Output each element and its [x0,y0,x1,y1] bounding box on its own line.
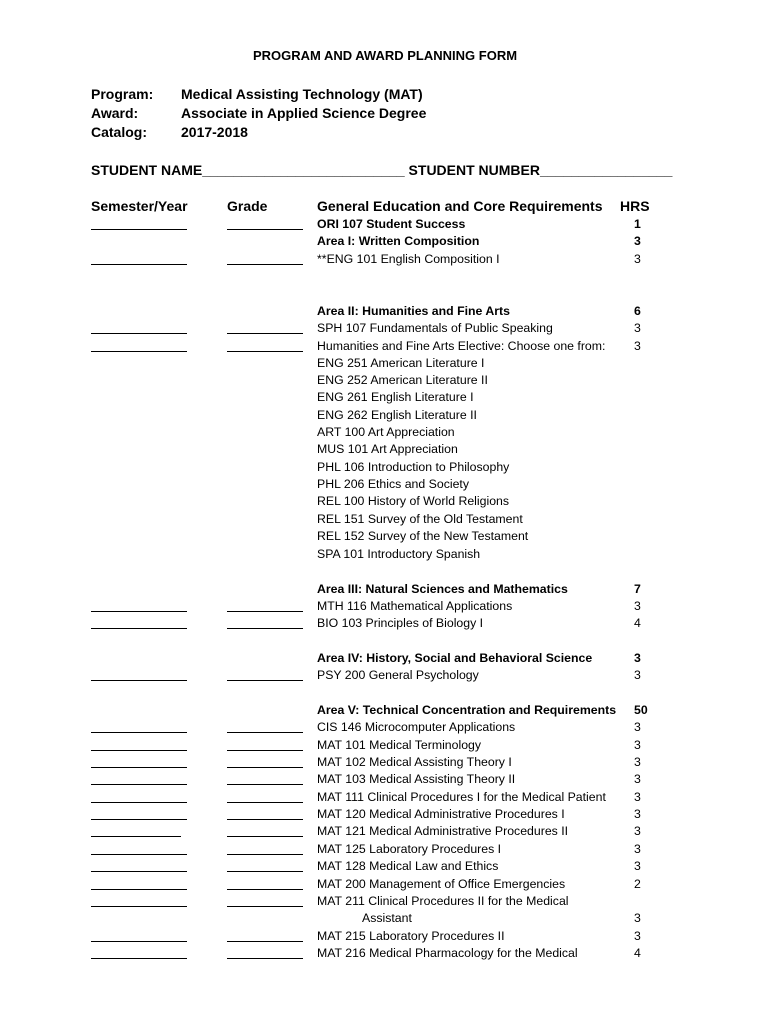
course-name: SPA 101 Introductory Spanish [317,547,481,561]
course-name: ENG 261 English Literature I [317,390,474,404]
semester-year-blank[interactable] [91,611,187,612]
course-name: MAT 216 Medical Pharmacology for the Medical [317,946,578,960]
catalog-value: 2017-2018 [181,124,248,140]
requirement-row [0,928,770,945]
course-name: MAT 120 Medical Administrative Procedures I [317,807,565,821]
course-name: Humanities and Fine Arts Elective: Choose one from: [317,339,606,353]
requirement-row [0,719,770,736]
course-name: MAT 102 Medical Assisting Theory I [317,755,512,769]
grade-blank[interactable] [227,958,303,959]
requirement-row [0,546,770,563]
requirement-row [0,876,770,893]
requirement-row [0,407,770,424]
requirement-row [0,806,770,823]
course-hours: 4 [634,946,641,960]
course-name: Area III: Natural Sciences and Mathematics [317,582,568,596]
course-hours: 3 [634,772,641,786]
grade-blank[interactable] [227,889,303,890]
course-hours: 3 [634,807,641,821]
semester-year-blank[interactable] [91,333,187,334]
requirement-row [0,338,770,355]
course-name: CIS 146 Microcomputer Applications [317,720,516,734]
course-name: PHL 106 Introduction to Philosophy [317,460,510,474]
course-name: MAT 200 Management of Office Emergencies [317,877,566,891]
award-value: Associate in Applied Science Degree [181,105,427,121]
requirement-row [0,320,770,337]
grade-blank[interactable] [227,854,303,855]
course-hours: 3 [634,234,641,248]
course-name: MAT 111 Clinical Procedures I for the Medical Patient [317,790,606,804]
requirement-row [0,389,770,406]
grade-blank[interactable] [227,351,303,352]
program-value: Medical Assisting Technology (MAT) [181,86,423,102]
requirement-row [0,858,770,875]
course-name: SPH 107 Fundamentals of Public Speaking [317,321,553,335]
program-label: Program: [91,86,154,102]
requirement-row [0,528,770,545]
course-hours: 7 [634,582,641,596]
course-hours: 3 [634,599,641,613]
requirement-row [0,303,770,320]
course-name: REL 152 Survey of the New Testament [317,529,529,543]
course-name: Area V: Technical Concentration and Requirements [317,703,617,717]
course-hours: 3 [634,321,641,335]
requirement-row [0,459,770,476]
requirement-row [0,789,770,806]
requirement-row [0,424,770,441]
course-name: REL 100 History of World Religions [317,494,510,508]
course-name: REL 151 Survey of the Old Testament [317,512,523,526]
grade-blank[interactable] [227,628,303,629]
semester-year-blank[interactable] [91,802,187,803]
requirement-row [0,667,770,684]
course-name: ENG 251 American Literature I [317,356,485,370]
course-name: ENG 262 English Literature II [317,408,477,422]
form-title: PROGRAM AND AWARD PLANNING FORM [252,48,518,63]
student-name-number-line: STUDENT NAME__________________________ STUDENT NUMBER_________________ [91,162,673,178]
requirement-row [0,216,770,233]
course-name: Area II: Humanities and Fine Arts [317,304,510,318]
requirement-row [0,754,770,771]
requirement-row [0,251,770,268]
course-name: MAT 215 Laboratory Procedures II [317,929,505,943]
requirement-row [0,702,770,719]
semester-year-blank[interactable] [91,732,187,733]
requirement-row [0,355,770,372]
award-label: Award: [91,105,139,121]
semester-year-blank[interactable] [91,784,187,785]
requirement-row [0,823,770,840]
requirement-row [0,476,770,493]
course-name: MAT 121 Medical Administrative Procedures II [317,824,569,838]
grade-blank[interactable] [227,750,303,751]
requirement-row [0,771,770,788]
semester-year-blank[interactable] [91,750,187,751]
course-hours: 4 [634,616,641,630]
requirements-header: General Education and Core Requirements [317,198,603,214]
course-name: MAT 125 Laboratory Procedures I [317,842,502,856]
course-hours: 3 [634,720,641,734]
program-line [91,86,423,102]
grade-blank[interactable] [227,906,303,907]
semester-year-blank[interactable] [91,854,187,855]
grade-blank[interactable] [227,680,303,681]
course-name: Area IV: History, Social and Behavioral Science [317,651,593,665]
semester-year-blank[interactable] [91,871,187,872]
semester-year-blank[interactable] [91,889,187,890]
course-hours: 3 [634,929,641,943]
course-name: BIO 103 Principles of Biology I [317,616,484,630]
requirement-row [0,650,770,667]
course-name: MAT 128 Medical Law and Ethics [317,859,499,873]
grade-blank[interactable] [227,264,303,265]
course-name: PHL 206 Ethics and Society [317,477,469,491]
grade-blank[interactable] [227,732,303,733]
course-name: PSY 200 General Psychology [317,668,479,682]
course-hours: 3 [634,824,641,838]
course-name: ORI 107 Student Success [317,217,466,231]
semester-year-blank[interactable] [91,680,187,681]
course-hours: 3 [634,651,641,665]
requirement-row [0,511,770,528]
course-name: MAT 211 Clinical Procedures II for the Medical [317,894,569,908]
requirement-row [0,615,770,632]
grade-blank[interactable] [227,941,303,942]
course-name: **ENG 101 English Composition I [317,252,500,266]
requirement-row [0,581,770,598]
grade-blank[interactable] [227,836,303,837]
grade-header: Grade [227,198,268,214]
semester-year-blank[interactable] [91,819,187,820]
course-hours: 3 [634,911,641,925]
grade-blank[interactable] [227,802,303,803]
course-hours: 3 [634,790,641,804]
requirement-row [0,233,770,250]
requirement-row [0,893,770,910]
grade-blank[interactable] [227,767,303,768]
semester-year-blank[interactable] [91,958,187,959]
grade-blank[interactable] [227,819,303,820]
requirement-row [0,737,770,754]
catalog-label: Catalog: [91,124,147,140]
award-line [91,105,426,121]
semester-year-blank[interactable] [91,264,187,265]
course-hours: 50 [634,703,648,717]
course-hours: 3 [634,339,641,353]
course-name: Assistant [362,911,412,925]
course-name: ENG 252 American Literature II [317,373,488,387]
requirement-row [0,841,770,858]
grade-blank[interactable] [227,229,303,230]
semester-year-blank[interactable] [91,351,187,352]
semester-year-blank[interactable] [91,767,187,768]
requirement-row [0,493,770,510]
course-hours: 6 [634,304,641,318]
semester-year-blank[interactable] [91,941,187,942]
course-name: MAT 103 Medical Assisting Theory II [317,772,516,786]
semester-year-blank[interactable] [91,628,187,629]
requirement-row [0,598,770,615]
semester-year-blank[interactable] [91,836,181,837]
requirement-row [0,372,770,389]
hrs-header: HRS [620,198,650,214]
course-hours: 1 [634,217,641,231]
grade-blank[interactable] [227,333,303,334]
course-name: Area I: Written Composition [317,234,480,248]
course-hours: 3 [634,842,641,856]
course-hours: 3 [634,738,641,752]
requirement-row [0,441,770,458]
grade-blank[interactable] [227,784,303,785]
course-name: MAT 101 Medical Terminology [317,738,482,752]
course-hours: 3 [634,859,641,873]
course-name: MTH 116 Mathematical Applications [317,599,513,613]
course-hours: 3 [634,755,641,769]
semester-year-blank[interactable] [91,906,187,907]
course-hours: 3 [634,668,641,682]
catalog-line [91,124,248,140]
course-hours: 2 [634,877,641,891]
semester-year-header: Semester/Year [91,198,188,214]
requirement-row [0,910,770,927]
semester-year-blank[interactable] [91,229,187,230]
course-hours: 3 [634,252,641,266]
grade-blank[interactable] [227,611,303,612]
course-name: MUS 101 Art Appreciation [317,442,458,456]
course-name: ART 100 Art Appreciation [317,425,455,439]
grade-blank[interactable] [227,871,303,872]
requirement-row [0,945,770,962]
